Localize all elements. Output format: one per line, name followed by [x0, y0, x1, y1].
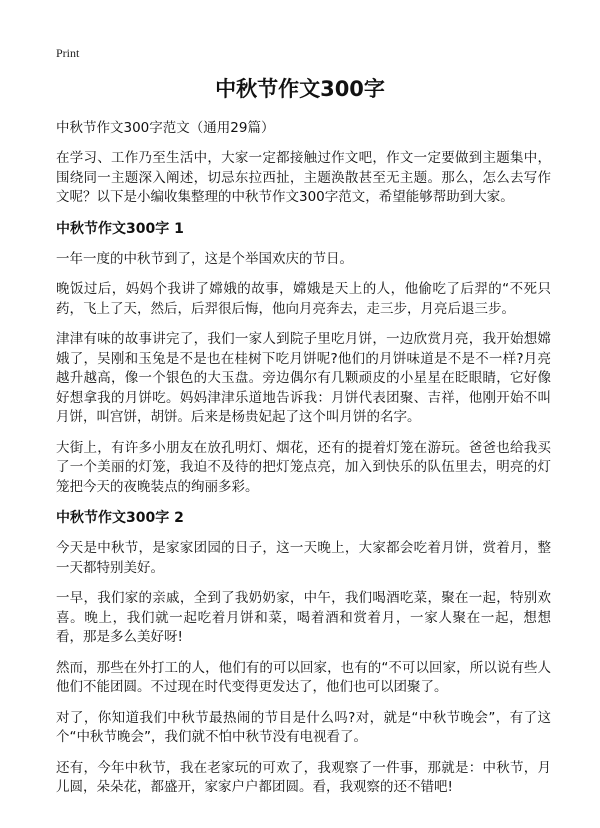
section-heading-1: 中秋节作文300字 1: [56, 220, 184, 237]
paragraph: 津津有味的故事讲完了，我们一家人到院子里吃月饼，一边欣赏月亮，我开始想嫦娥了，吴刚和玉兔是不是也在桂树下吃月饼呢?他们的月饼味道是不是不一样?月亮越升越高，像一个银色的大玉盘。旁边偶尔有几颗顽皮的小星星在眨眼睛，它好像好想拿我的月饼吃。妈妈津津乐道地告诉我：月饼代表团聚、吉祥，他刚开始不叫月饼，叫宫饼，胡饼。后来是杨贵妃起了这个叫月饼的名字。: [56, 331, 551, 425]
print-link[interactable]: Print: [56, 46, 80, 60]
section-heading-2: 中秋节作文300字 2: [56, 510, 184, 526]
article-subtitle: 中秋节作文300字范文（通用29篇）: [56, 120, 275, 136]
paragraph: 大街上，有许多小朋友在放孔明灯、烟花，还有的提着灯笼在游玩。爸爸也给我买了一个美丽的灯笼，我迫不及待的把灯笼点亮，加入到快乐的队伍里去，明亮的灯笼把今天的夜晚装点的绚丽多彩。: [56, 439, 551, 495]
paragraph: 晚饭过后，妈妈个我讲了嫦娥的故事，嫦娥是天上的人，他偷吃了后羿的“不死只药，飞上了天，然后，后羿很后悔，他向月亮奔去，走三步，月亮后退三步。: [56, 281, 551, 317]
article-body: [56, 118, 551, 809]
paragraph: 还有，今年中秋节，我在老家玩的可欢了，我观察了一件事，那就是：中秋节，月儿圆，朵朵花，都盛开，家家户户都团圆。看，我观察的还不错吧!: [56, 759, 551, 795]
paragraph: 对了，你知道我们中秋节最热闹的节目是什么吗?对，就是“中秋节晚会”，有了这个“中秋节晚会”，我们就不怕中秋节没有电视看了。: [56, 709, 551, 745]
page-title: 中秋节作文300字: [215, 77, 385, 101]
intro-paragraph: 在学习、工作乃至生活中，大家一定都接触过作文吧，作文一定要做到主题集中，围绕同一主题深入阐述，切忌东拉西扯，主题涣散甚至无主题。那么，怎么去写作文呢？以下是小编收集整理的中秋节作文300字范文，希望能够帮助到大家。: [56, 150, 551, 205]
paragraph: 一年一度的中秋节到了，这是个举国欢庆的节日。: [56, 250, 353, 267]
paragraph: 今天是中秋节，是家家团园的日子，这一天晚上，大家都会吃着月饼，赏着月，整一天都特别美好。: [56, 540, 551, 576]
paragraph: 然而，那些在外打工的人，他们有的可以回家，也有的“不可以回家，所以说有些人他们不能团圆。不过现在时代变得更发达了，他们也可以团聚了。: [56, 659, 551, 695]
paragraph: 一早，我们家的亲戚，全到了我奶奶家，中午，我们喝酒吃菜，聚在一起，特别欢喜。晚上，我们就一起吃着月饼和菜，喝着酒和赏着月，一家人聚在一起，想想看，那是多么美好呀!: [56, 590, 551, 645]
